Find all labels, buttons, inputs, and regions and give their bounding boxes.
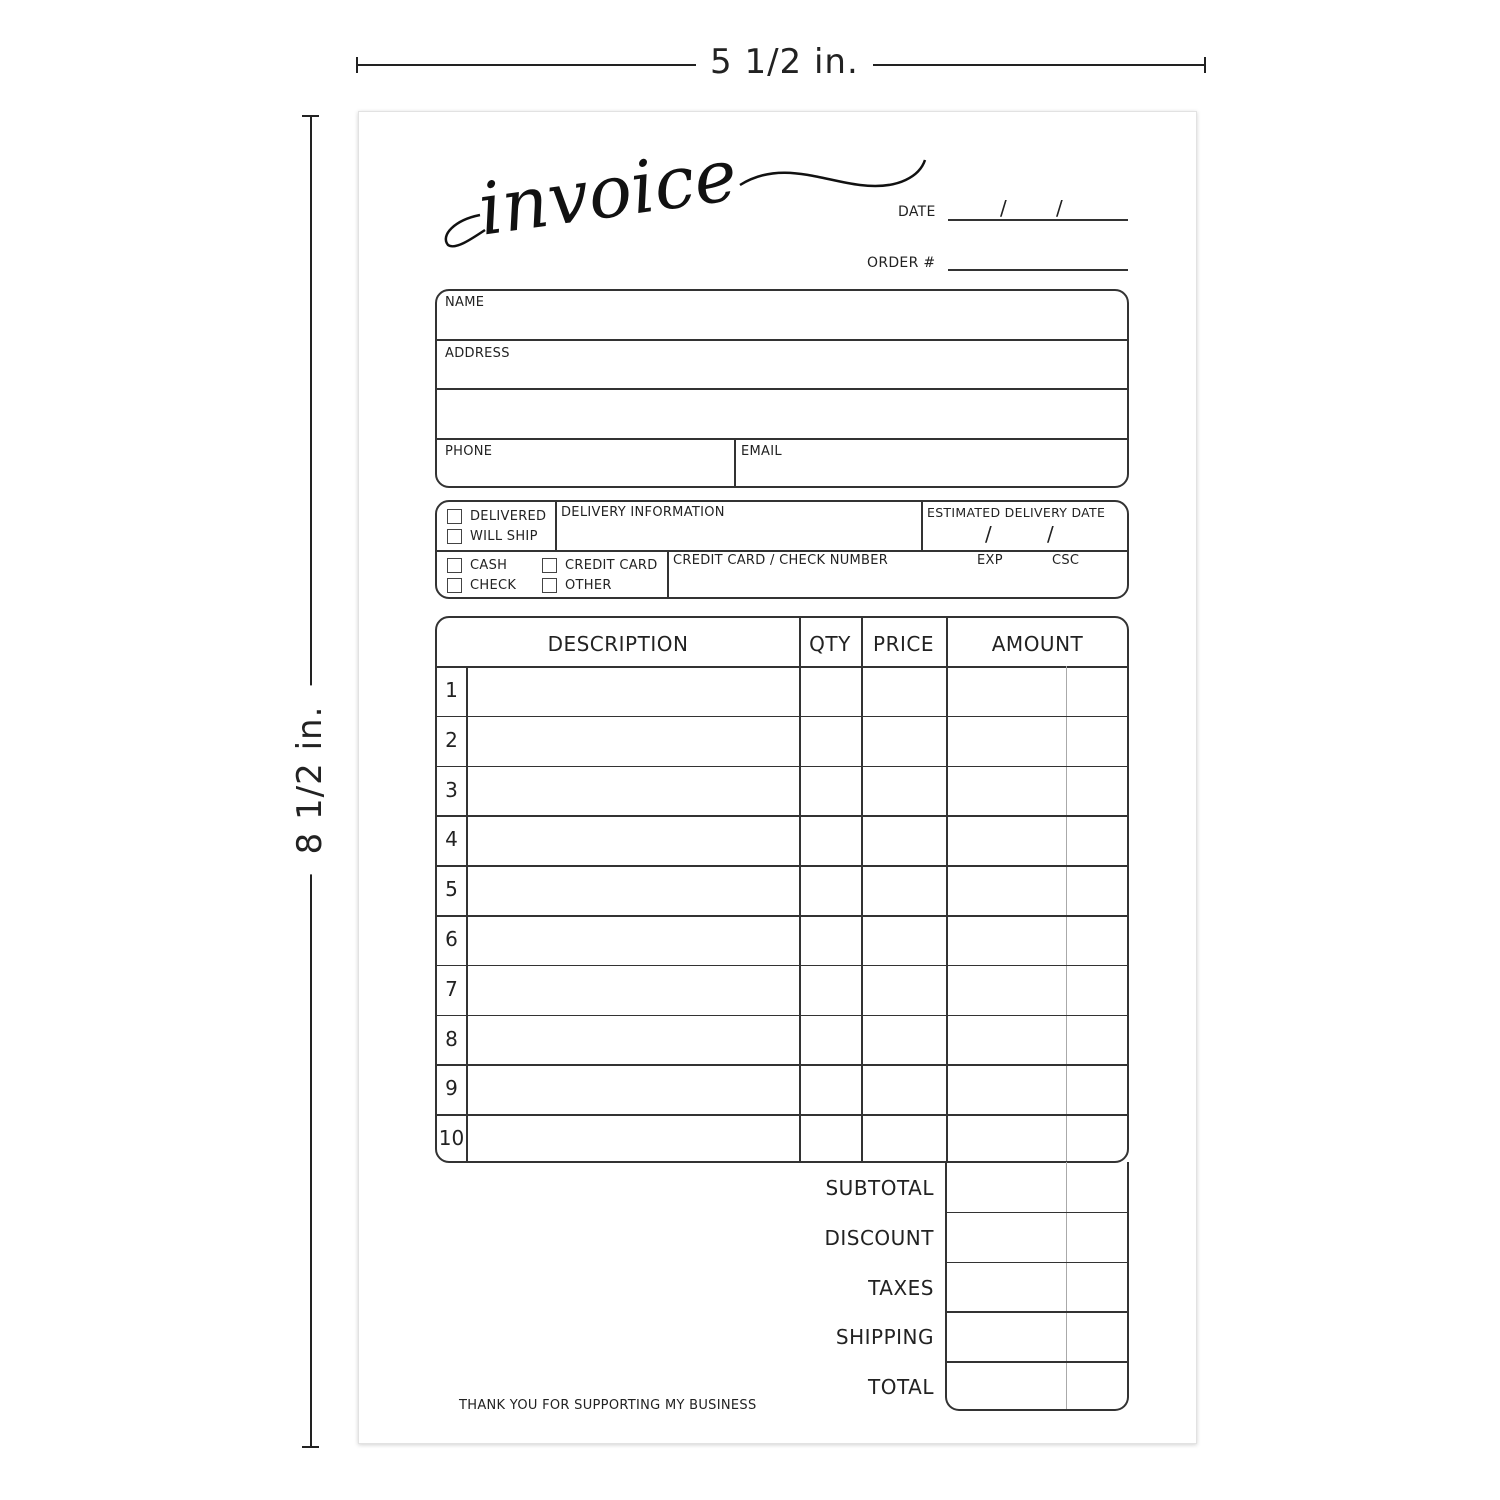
table-row[interactable]: [437, 815, 1127, 865]
card-number-field[interactable]: CREDIT CARD / CHECK NUMBER: [673, 553, 889, 568]
name-field[interactable]: NAME: [445, 295, 485, 310]
height-tick-top: [302, 115, 319, 117]
table-row[interactable]: [437, 965, 1127, 1015]
table-row[interactable]: [437, 716, 1127, 766]
thank-you-note: THANK YOU FOR SUPPORTING MY BUSINESS: [459, 1398, 757, 1413]
date-separator: /: [1000, 196, 1008, 220]
row-number: 2: [445, 727, 458, 752]
width-tick-right: [1204, 57, 1206, 73]
date-separator: /: [1047, 522, 1055, 546]
total-label-taxes: TAXES: [868, 1275, 934, 1300]
table-row[interactable]: [437, 1114, 1127, 1164]
order-field[interactable]: [948, 269, 1128, 271]
table-row[interactable]: [437, 1064, 1127, 1114]
width-tick-left: [356, 57, 358, 73]
phone-field[interactable]: PHONE: [445, 444, 493, 459]
width-label: 5 1/2 in.: [696, 42, 873, 82]
total-field-subtotal[interactable]: [947, 1162, 1127, 1212]
address-field[interactable]: ADDRESS: [445, 346, 510, 361]
delivered-label: DELIVERED: [470, 509, 547, 524]
total-field-shipping[interactable]: [947, 1311, 1127, 1361]
delivery-info-field[interactable]: DELIVERY INFORMATION: [561, 505, 725, 520]
table-row[interactable]: [437, 865, 1127, 915]
csc-field[interactable]: CSC: [1052, 553, 1080, 568]
title-swash: [440, 155, 940, 255]
total-label-total: TOTAL: [868, 1375, 934, 1400]
will-ship-checkbox[interactable]: [447, 529, 462, 544]
price-header: PRICE: [873, 632, 934, 656]
table-row[interactable]: [437, 915, 1127, 965]
date-field[interactable]: [948, 219, 1128, 221]
row-number: 10: [438, 1126, 465, 1151]
other-checkbox[interactable]: [542, 578, 557, 593]
items-table: [435, 616, 1129, 1163]
date-label: DATE: [898, 204, 936, 220]
credit-card-label: CREDIT CARD: [565, 558, 658, 573]
will-ship-label: WILL SHIP: [470, 529, 538, 544]
table-row[interactable]: [437, 766, 1127, 816]
height-tick-bottom: [302, 1446, 319, 1448]
check-label: CHECK: [470, 578, 517, 593]
date-separator: /: [985, 522, 993, 546]
qty-header: QTY: [809, 632, 851, 656]
total-field-total[interactable]: [947, 1361, 1127, 1411]
email-field[interactable]: EMAIL: [741, 444, 782, 459]
date-separator: /: [1056, 196, 1064, 220]
invoice-title: invoice: [473, 132, 742, 252]
total-field-taxes[interactable]: [947, 1262, 1127, 1312]
delivery-payment-box: [435, 500, 1129, 599]
check-checkbox[interactable]: [447, 578, 462, 593]
order-label: ORDER #: [867, 255, 936, 271]
row-number: 9: [445, 1076, 458, 1101]
row-number: 1: [445, 678, 458, 702]
row-number: 4: [445, 827, 458, 852]
row-number: 7: [445, 976, 458, 1001]
total-field-discount[interactable]: [947, 1212, 1127, 1262]
other-label: OTHER: [565, 578, 612, 593]
amount-header: AMOUNT: [991, 632, 1084, 656]
credit-card-checkbox[interactable]: [542, 558, 557, 573]
height-label: 8 1/2 in.: [290, 686, 330, 875]
total-label-shipping: SHIPPING: [835, 1325, 934, 1350]
row-number: 3: [445, 777, 458, 802]
row-number: 8: [445, 1026, 458, 1051]
exp-field[interactable]: EXP: [977, 553, 1003, 568]
table-row[interactable]: [437, 666, 1127, 716]
customer-box: [435, 289, 1129, 488]
cash-label: CASH: [470, 558, 508, 573]
row-number: 6: [445, 927, 458, 951]
total-label-discount: DISCOUNT: [824, 1225, 934, 1250]
total-label-subtotal: SUBTOTAL: [825, 1176, 934, 1200]
totals-section: [824, 1162, 1129, 1411]
cash-checkbox[interactable]: [447, 558, 462, 573]
row-number: 5: [445, 877, 458, 902]
table-row[interactable]: [437, 1015, 1127, 1065]
delivered-checkbox[interactable]: [447, 509, 462, 524]
description-header: DESCRIPTION: [547, 632, 689, 656]
est-delivery-date-field[interactable]: ESTIMATED DELIVERY DATE: [927, 505, 1106, 520]
